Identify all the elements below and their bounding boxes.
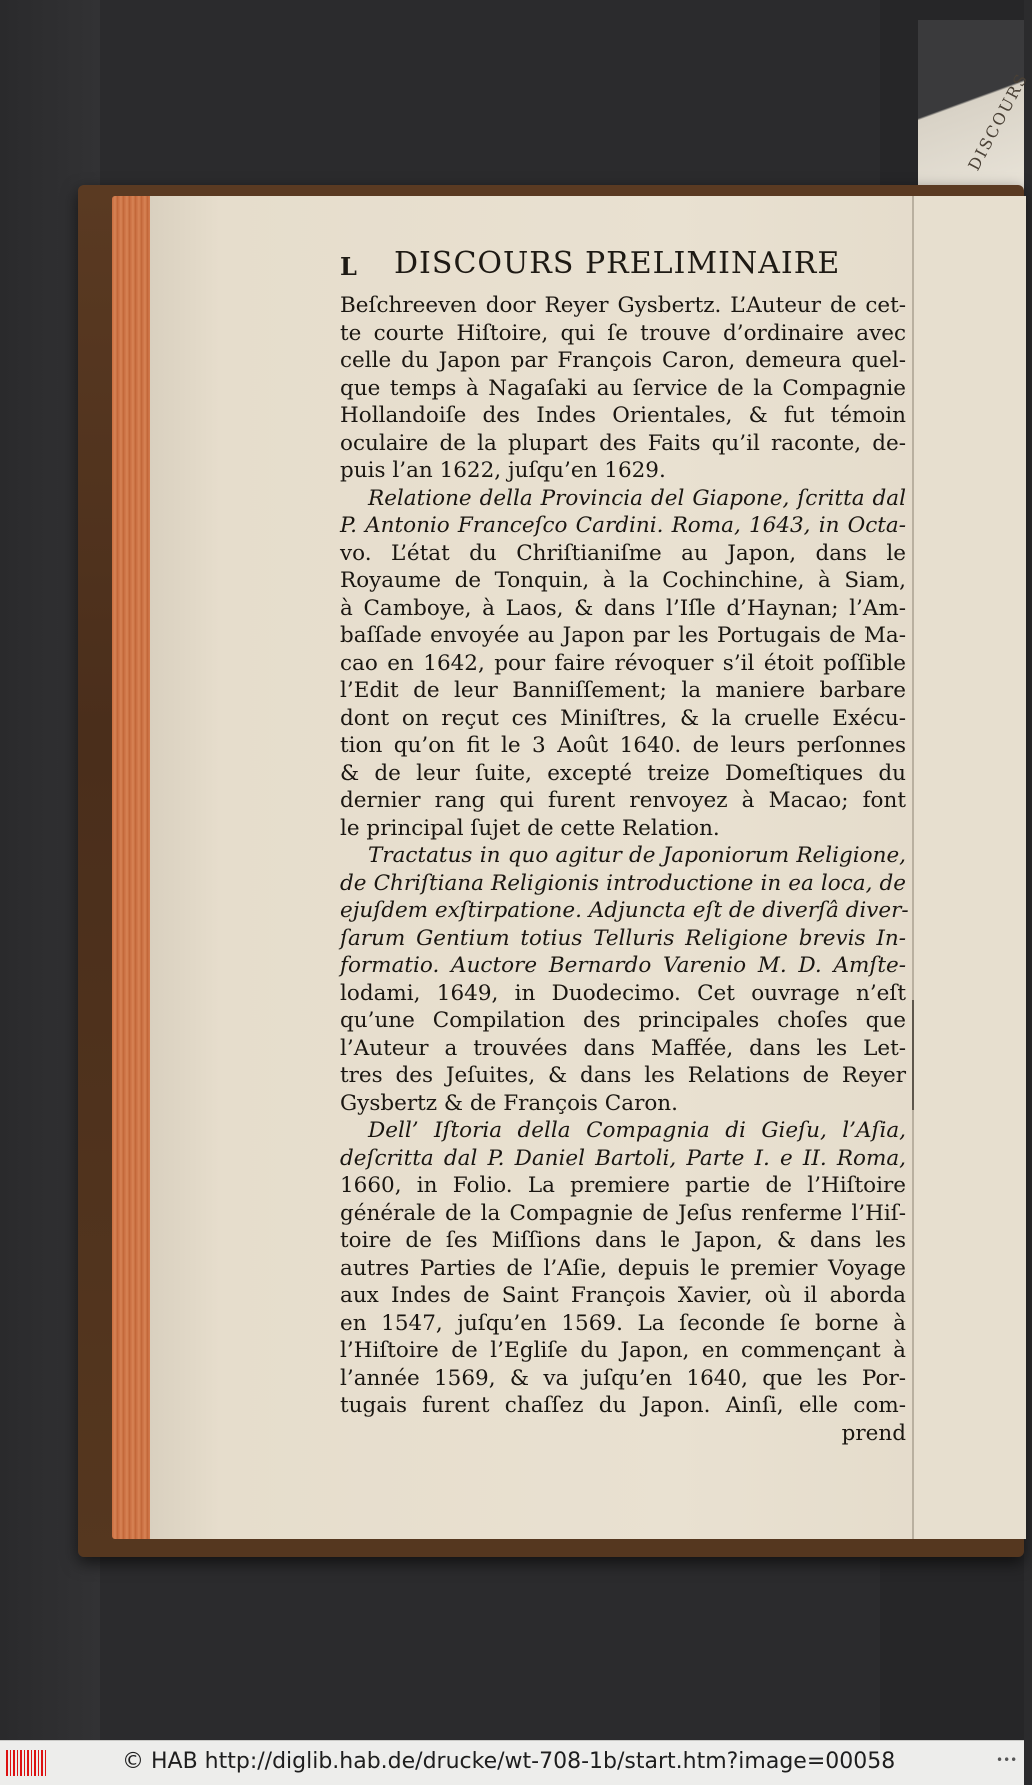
text-line: générale de la Compagnie de Jeſus renferme l’Hiſ- (340, 1200, 906, 1226)
text-line: 1660, in Folio. La premiere partie de l’Hiſtoire (340, 1173, 906, 1198)
running-head-title: DISCOURS PRELIMINAIRE (394, 246, 841, 281)
text-line: tugais furent chaſſez du Japon. Ainſi, elle com- (340, 1393, 906, 1418)
text-line: P. Antonio Franceſco Cardini. Roma, 1643, in Octa- (340, 513, 906, 538)
text-line: Gysbertz & de François Caron. (340, 1090, 678, 1116)
text-line: vo. L’état du Chriſtianiſme au Japon, dans le (340, 540, 906, 566)
text-line: à Camboye, à Laos, & dans l’Iſle d’Haynan; l’Am- (340, 595, 906, 621)
page-text (340, 292, 909, 1447)
text-line: toire de ſes Miſſions dans le Japon, & dans les (340, 1228, 906, 1253)
running-head (340, 246, 910, 288)
text-line: dernier rang qui furent renvoyez à Macao; font (340, 788, 906, 813)
text-line: dont on reçut ces Miniſtres, & la cruelle Exécu- (340, 705, 906, 731)
text-line: le principal ſujet de cette Relation. (340, 815, 720, 841)
text-line: l’Edit de leur Banniſſement; la maniere barbare (340, 678, 906, 703)
text-line: autres Parties de l’Aſie, depuis le premier Voyage (340, 1255, 906, 1281)
hab-logo-icon (6, 1750, 46, 1776)
text-line: Hollandoiſe des Indes Orientales, & fut témoin (340, 403, 906, 428)
text-line: l’Hiſtoire de l’Egliſe du Japon, en commençant à (340, 1338, 906, 1363)
page-folio: L (340, 252, 357, 281)
text-line: puis l’an 1622, juſqu’en 1629. (340, 458, 666, 483)
text-line: celle du Japon par François Caron, demeura quel- (340, 348, 906, 373)
text-line: baſſade envoyée au Japon par les Portugais de Ma- (340, 623, 906, 648)
text-line: tion qu’on fit le 3 Août 1640. de leurs perſonnes (340, 733, 906, 758)
text-line: lodami, 1649, in Duodecimo. Cet ouvrage n’eſt (340, 980, 906, 1006)
text-line: te courte Hiſtoire, qui ſe trouve d’ordinaire avec (340, 320, 906, 346)
footer-url[interactable]: © HAB http://diglib.hab.de/drucke/wt-708-1b/start.htm?image=00058 (122, 1749, 896, 1774)
text-line: Beſchreeven door Reyer Gysbertz. L’Auteur de cet- (340, 293, 906, 318)
text-line: aux Indes de Saint François Xavier, où il aborda (340, 1283, 906, 1308)
facing-page-curl-text: DISCOURS (964, 69, 1032, 174)
footer-bar (0, 1740, 1024, 1785)
text-line: en 1547, juſqu’en 1569. La ſeconde ſe borne à (340, 1310, 906, 1336)
text-line: prend (841, 1420, 906, 1446)
facing-page (912, 196, 1026, 1539)
text-line: cao en 1642, pour faire révoquer s’il étoit poſſible (340, 650, 906, 676)
text-line: l’Auteur a trouvées dans Maffée, dans les Let- (340, 1035, 906, 1061)
text-line: Dell’ Iſtoria della Compagnia di Gieſu, l’Aſia, (368, 1118, 906, 1143)
text-line: ejuſdem exſtirpatione. Adjuncta eſt de diverſâ diver- (340, 898, 909, 923)
text-line: Relatione della Provincia del Giapone, ſcritta dal (368, 485, 906, 511)
text-line: formatio. Auctore Bernardo Varenio M. D. Amſte- (340, 953, 906, 978)
text-line: oculaire de la plupart des Faits qu’il raconte, de- (340, 430, 906, 456)
text-line: tres des Jeſuites, & dans les Relations de Reyer (340, 1063, 906, 1088)
text-line: Royaume de Tonquin, à la Cochinchine, à Siam, (340, 568, 906, 593)
text-line: qu’une Compilation des principales choſes que (340, 1008, 906, 1033)
text-line: & de leur ſuite, excepté treize Domeſtiques du (340, 760, 906, 786)
footer-dots-icon: ••• (996, 1753, 1018, 1767)
text-line: Tractatus in quo agitur de Japoniorum Religione, (368, 843, 906, 868)
text-line: l’année 1569, & va juſqu’en 1640, que les Por- (340, 1365, 906, 1391)
text-line: deſcritta dal P. Daniel Bartoli, Parte I. e II. Roma, (340, 1145, 906, 1171)
text-line: ſarum Gentium totius Telluris Religione brevis In- (340, 925, 906, 951)
margin-rule (912, 1000, 914, 1110)
text-line: de Chriſtiana Religionis introductione in ea loca, de (340, 870, 906, 896)
text-line: que temps à Nagaſaki au ſervice de la Compagnie (340, 375, 906, 401)
